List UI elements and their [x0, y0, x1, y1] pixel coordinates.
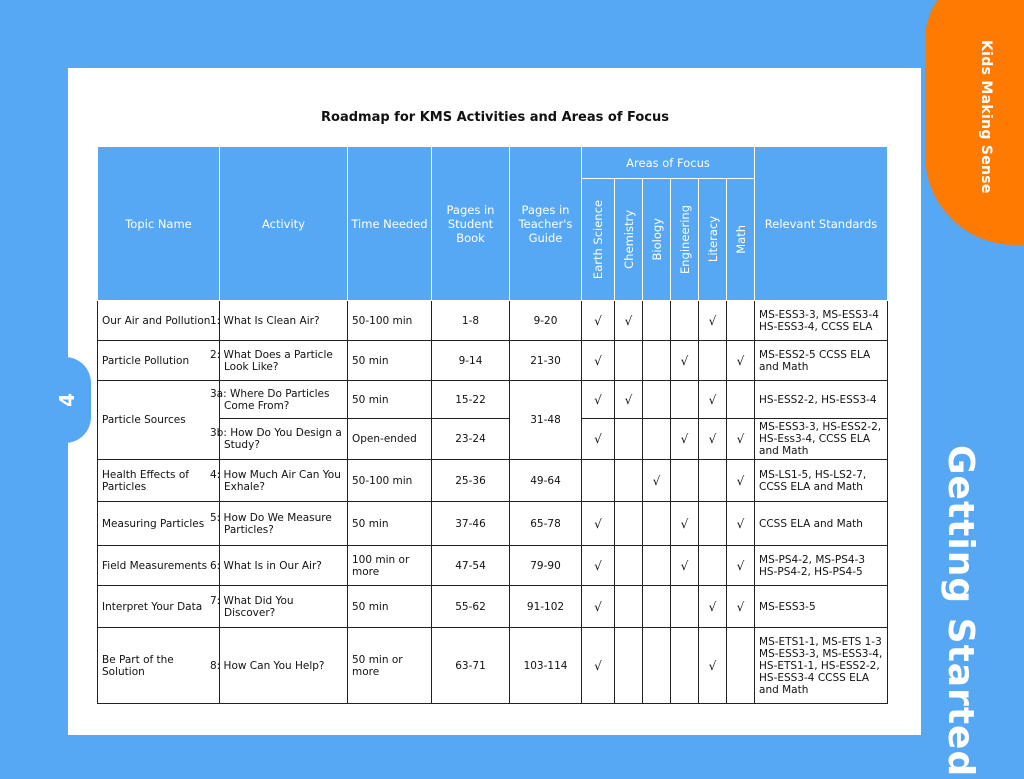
check-mark: √ [582, 546, 615, 586]
focus-cell [643, 586, 671, 628]
activity-cell: 8: How Can You Help? [220, 628, 348, 704]
teacher-pages-cell: 65-78 [510, 502, 582, 546]
focus-cell [615, 341, 643, 381]
focus-cell [699, 546, 727, 586]
check-mark: √ [671, 419, 699, 460]
time-cell: 50-100 min [348, 301, 432, 341]
time-cell: 100 min or more [348, 546, 432, 586]
roadmap-table [97, 146, 888, 704]
student-pages-cell: 25-36 [432, 460, 510, 502]
header-focus-earth-science: Earth Science [582, 179, 615, 301]
header-focus-math: Math [727, 179, 755, 301]
section-title: Getting Started [940, 445, 981, 778]
check-mark: √ [615, 301, 643, 341]
check-mark: √ [615, 381, 643, 419]
activity-cell: 3b: How Do You Design a Study? [220, 419, 348, 460]
time-cell: 50-100 min [348, 460, 432, 502]
teacher-pages-cell: 103-114 [510, 628, 582, 704]
teacher-pages-cell: 21-30 [510, 341, 582, 381]
focus-cell [643, 381, 671, 419]
student-pages-cell: 1-8 [432, 301, 510, 341]
check-mark: √ [727, 546, 755, 586]
page-number: 4 [55, 393, 79, 407]
topic-cell: Our Air and Pollution [98, 301, 220, 341]
standards-cell: MS-ESS3-3, HS-ESS2-2, HS-Ess3-4, CCSS ELA and Math [755, 419, 888, 460]
student-pages-cell: 55-62 [432, 586, 510, 628]
check-mark: √ [643, 460, 671, 502]
topic-cell: Field Measurements [98, 546, 220, 586]
focus-cell [671, 460, 699, 502]
standards-cell: MS-ESS3-5 [755, 586, 888, 628]
focus-cell [615, 586, 643, 628]
focus-cell [615, 502, 643, 546]
focus-cell [643, 628, 671, 704]
check-mark: √ [727, 460, 755, 502]
standards-cell: CCSS ELA and Math [755, 502, 888, 546]
focus-cell [582, 460, 615, 502]
standards-cell: MS-ESS3-3, MS-ESS3-4 HS-ESS3-4, CCSS ELA [755, 301, 888, 341]
student-pages-cell: 37-46 [432, 502, 510, 546]
check-mark: √ [727, 419, 755, 460]
check-mark: √ [671, 546, 699, 586]
focus-cell [699, 502, 727, 546]
teacher-pages-cell: 91-102 [510, 586, 582, 628]
check-mark: √ [727, 341, 755, 381]
focus-cell [727, 381, 755, 419]
focus-cell [615, 460, 643, 502]
focus-cell [699, 341, 727, 381]
header-focus-engineering: Engineering [671, 179, 699, 301]
table-row [98, 546, 888, 586]
topic-cell: Health Effects of Particles [98, 460, 220, 502]
teacher-pages-cell: 49-64 [510, 460, 582, 502]
header-standards: Relevant Standards [755, 147, 888, 301]
focus-cell [699, 460, 727, 502]
header-focus-literacy: Literacy [699, 179, 727, 301]
focus-cell [643, 341, 671, 381]
check-mark: √ [671, 502, 699, 546]
check-mark: √ [582, 381, 615, 419]
focus-cell [615, 546, 643, 586]
time-cell: 50 min [348, 586, 432, 628]
header-areas-of-focus: Areas of Focus [582, 147, 755, 179]
student-pages-cell: 63-71 [432, 628, 510, 704]
table-row [98, 381, 888, 419]
page-number-tab [39, 357, 91, 443]
check-mark: √ [699, 586, 727, 628]
check-mark: √ [671, 341, 699, 381]
activity-cell: 1: What Is Clean Air? [220, 301, 348, 341]
activity-cell: 3a: Where Do Particles Come From? [220, 381, 348, 419]
check-mark: √ [582, 628, 615, 704]
table-row [98, 628, 888, 704]
activity-cell: 4: How Much Air Can You Exhale? [220, 460, 348, 502]
header-activity: Activity [220, 147, 348, 301]
focus-cell [643, 546, 671, 586]
topic-cell: Measuring Particles [98, 502, 220, 546]
standards-cell: MS-ESS2-5 CCSS ELA and Math [755, 341, 888, 381]
table-row [98, 341, 888, 381]
time-cell: Open-ended [348, 419, 432, 460]
topic-cell: Be Part of the Solution [98, 628, 220, 704]
student-pages-cell: 23-24 [432, 419, 510, 460]
topic-cell: Particle Pollution [98, 341, 220, 381]
focus-cell [615, 628, 643, 704]
activity-cell: 5: How Do We Measure Particles? [220, 502, 348, 546]
table-row [98, 586, 888, 628]
header-time: Time Needed [348, 147, 432, 301]
activity-cell: 7: What Did You Discover? [220, 586, 348, 628]
focus-cell [671, 381, 699, 419]
table-title: Roadmap for KMS Activities and Areas of Focus [321, 110, 669, 125]
header-student-pages: Pages in Student Book [432, 147, 510, 301]
check-mark: √ [699, 628, 727, 704]
focus-cell [643, 301, 671, 341]
student-pages-cell: 15-22 [432, 381, 510, 419]
topic-cell: Interpret Your Data [98, 586, 220, 628]
teacher-pages-cell: 9-20 [510, 301, 582, 341]
activity-cell: 2: What Does a Particle Look Like? [220, 341, 348, 381]
teacher-pages-cell: 31-48 [510, 381, 582, 460]
table-row [98, 502, 888, 546]
check-mark: √ [582, 301, 615, 341]
check-mark: √ [727, 586, 755, 628]
standards-cell: MS-LS1-5, HS-LS2-7, CCSS ELA and Math [755, 460, 888, 502]
check-mark: √ [582, 419, 615, 460]
table-row [98, 301, 888, 341]
table-row [98, 460, 888, 502]
header-focus-chemistry: Chemistry [615, 179, 643, 301]
focus-cell [643, 502, 671, 546]
brand-label: Kids Making Sense [978, 40, 994, 194]
check-mark: √ [699, 419, 727, 460]
standards-cell: MS-ETS1-1, MS-ETS 1-3 MS-ESS3-3, MS-ESS3-4, HS-ETS1-1, HS-ESS2-2, HS-ESS3-4 CCSS ELA and Math [755, 628, 888, 704]
focus-cell [643, 419, 671, 460]
focus-cell [727, 301, 755, 341]
student-pages-cell: 9-14 [432, 341, 510, 381]
focus-cell [671, 301, 699, 341]
standards-cell: HS-ESS2-2, HS-ESS3-4 [755, 381, 888, 419]
focus-cell [727, 628, 755, 704]
header-teacher-pages: Pages in Teacher's Guide [510, 147, 582, 301]
time-cell: 50 min [348, 502, 432, 546]
student-pages-cell: 47-54 [432, 546, 510, 586]
check-mark: √ [582, 586, 615, 628]
check-mark: √ [699, 301, 727, 341]
focus-cell [671, 586, 699, 628]
focus-cell [671, 628, 699, 704]
time-cell: 50 min [348, 381, 432, 419]
check-mark: √ [582, 341, 615, 381]
standards-cell: MS-PS4-2, MS-PS4-3 HS-PS4-2, HS-PS4-5 [755, 546, 888, 586]
activity-cell: 6: What Is in Our Air? [220, 546, 348, 586]
time-cell: 50 min [348, 341, 432, 381]
check-mark: √ [699, 381, 727, 419]
teacher-pages-cell: 79-90 [510, 546, 582, 586]
header-topic: Topic Name [98, 147, 220, 301]
focus-cell [615, 419, 643, 460]
topic-cell: Particle Sources [98, 381, 220, 460]
header-focus-biology: Biology [643, 179, 671, 301]
check-mark: √ [727, 502, 755, 546]
time-cell: 50 min or more [348, 628, 432, 704]
check-mark: √ [582, 502, 615, 546]
